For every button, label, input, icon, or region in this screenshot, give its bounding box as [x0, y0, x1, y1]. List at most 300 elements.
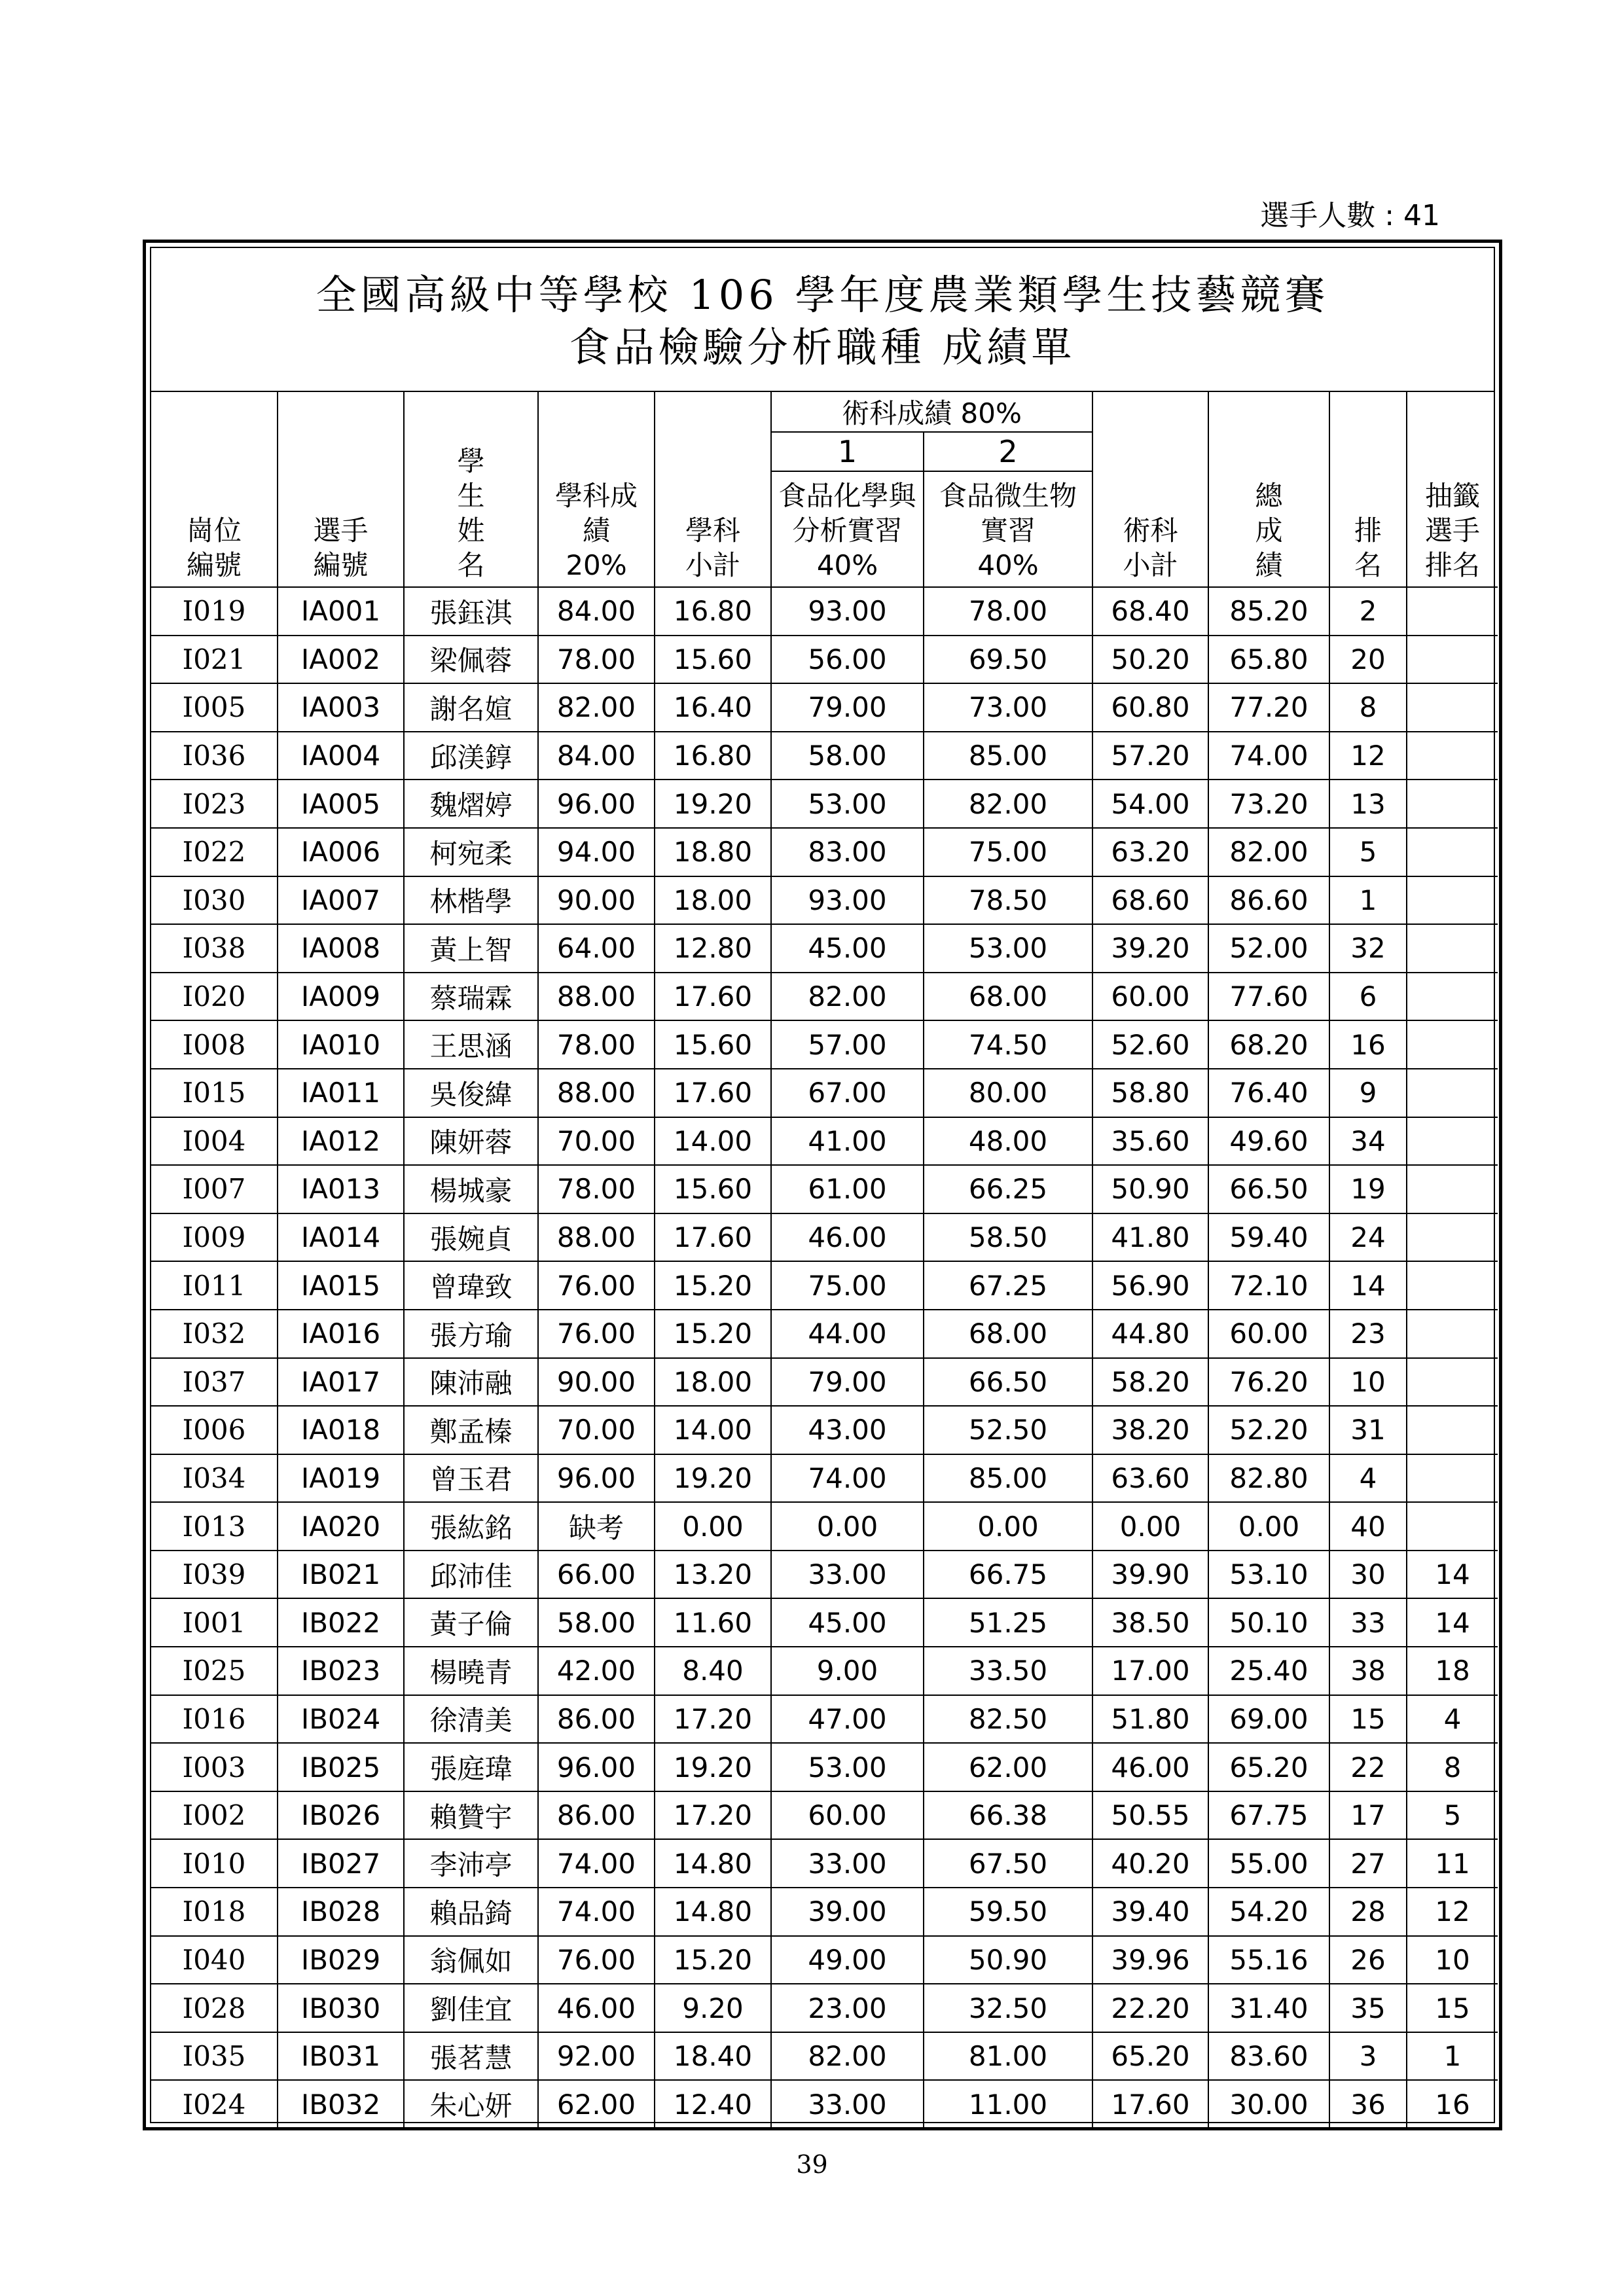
player-no-cell: IA006 — [278, 828, 404, 876]
draw-rank-cell: 18 — [1407, 1647, 1498, 1695]
name-cell: 張鈺淇 — [404, 587, 538, 636]
practical-1-cell: 39.00 — [771, 1888, 924, 1936]
rank-cell: 24 — [1329, 1213, 1407, 1262]
total-cell: 30.00 — [1208, 2080, 1329, 2128]
practical-subtotal-cell: 54.00 — [1092, 780, 1208, 828]
player-no-cell: IB025 — [278, 1743, 404, 1791]
theory-subtotal-cell: 18.00 — [655, 876, 771, 925]
theory-cell: 90.00 — [538, 876, 655, 925]
name-cell: 張紘銘 — [404, 1502, 538, 1551]
practical-subtotal-cell: 39.96 — [1092, 1936, 1208, 1984]
position-no-cell: I032 — [151, 1310, 278, 1358]
practical-subtotal-cell: 68.40 — [1092, 587, 1208, 636]
theory-subtotal-cell: 18.40 — [655, 2032, 771, 2081]
table-row — [151, 828, 1498, 876]
position-no-cell: I015 — [151, 1069, 278, 1117]
rank-cell: 23 — [1329, 1310, 1407, 1358]
position-no-cell: I021 — [151, 636, 278, 684]
practical-2-cell: 85.00 — [924, 1454, 1092, 1503]
practical-2-cell: 82.50 — [924, 1695, 1092, 1744]
total-cell: 74.00 — [1208, 732, 1329, 780]
header-theory-subtotal: 學科 小計 — [655, 392, 771, 587]
practical-2-cell: 32.50 — [924, 1984, 1092, 2032]
total-cell: 59.40 — [1208, 1213, 1329, 1262]
practical-1-cell: 43.00 — [771, 1406, 924, 1454]
practical-1-cell: 82.00 — [771, 2032, 924, 2081]
draw-rank-cell: 12 — [1407, 1888, 1498, 1936]
practical-2-cell: 59.50 — [924, 1888, 1092, 1936]
player-no-cell: IB028 — [278, 1888, 404, 1936]
theory-subtotal-cell: 18.00 — [655, 1358, 771, 1407]
rank-cell: 19 — [1329, 1165, 1407, 1213]
practical-2-cell: 67.50 — [924, 1839, 1092, 1888]
rank-cell: 26 — [1329, 1936, 1407, 1984]
theory-subtotal-cell: 15.20 — [655, 1261, 771, 1310]
theory-subtotal-cell: 17.60 — [655, 1213, 771, 1262]
total-cell: 55.16 — [1208, 1936, 1329, 1984]
draw-rank-cell — [1407, 732, 1498, 780]
table-row — [151, 1406, 1498, 1454]
name-cell: 張方瑜 — [404, 1310, 538, 1358]
practical-1-cell: 93.00 — [771, 587, 924, 636]
table-row — [151, 1551, 1498, 1599]
name-cell: 張婉貞 — [404, 1213, 538, 1262]
practical-2-cell: 62.00 — [924, 1743, 1092, 1791]
draw-rank-cell — [1407, 1502, 1498, 1551]
theory-subtotal-cell: 13.20 — [655, 1551, 771, 1599]
name-cell: 朱心妍 — [404, 2080, 538, 2128]
practical-2-cell: 67.25 — [924, 1261, 1092, 1310]
position-no-cell: I003 — [151, 1743, 278, 1791]
theory-subtotal-cell: 8.40 — [655, 1647, 771, 1695]
position-no-cell: I001 — [151, 1598, 278, 1647]
theory-subtotal-cell: 15.60 — [655, 636, 771, 684]
theory-cell: 78.00 — [538, 636, 655, 684]
practical-1-cell: 0.00 — [771, 1502, 924, 1551]
theory-cell: 88.00 — [538, 1069, 655, 1117]
total-cell: 83.60 — [1208, 2032, 1329, 2081]
draw-rank-cell — [1407, 1069, 1498, 1117]
draw-rank-cell: 14 — [1407, 1551, 1498, 1599]
rank-cell: 33 — [1329, 1598, 1407, 1647]
player-no-cell: IA010 — [278, 1020, 404, 1069]
total-cell: 69.00 — [1208, 1695, 1329, 1744]
practical-1-cell: 57.00 — [771, 1020, 924, 1069]
player-no-cell: IA009 — [278, 973, 404, 1021]
table-row — [151, 2032, 1498, 2081]
total-cell: 76.40 — [1208, 1069, 1329, 1117]
practical-subtotal-cell: 51.80 — [1092, 1695, 1208, 1744]
position-no-cell: I040 — [151, 1936, 278, 1984]
rank-cell: 13 — [1329, 780, 1407, 828]
rank-cell: 30 — [1329, 1551, 1407, 1599]
title-line-1: 全國高級中等學校 106 學年度農業類學生技藝競賽 — [316, 271, 1329, 319]
player-no-cell: IA005 — [278, 780, 404, 828]
rank-cell: 14 — [1329, 1261, 1407, 1310]
practical-2-cell: 78.00 — [924, 587, 1092, 636]
total-cell: 82.80 — [1208, 1454, 1329, 1503]
position-no-cell: I002 — [151, 1791, 278, 1840]
name-cell: 魏熠婷 — [404, 780, 538, 828]
total-cell: 55.00 — [1208, 1839, 1329, 1888]
practical-subtotal-cell: 0.00 — [1092, 1502, 1208, 1551]
player-no-cell: IA002 — [278, 636, 404, 684]
table-row — [151, 1358, 1498, 1407]
position-no-cell: I037 — [151, 1358, 278, 1407]
position-no-cell: I016 — [151, 1695, 278, 1744]
draw-rank-cell — [1407, 636, 1498, 684]
theory-cell: 82.00 — [538, 683, 655, 732]
practical-2-cell: 66.75 — [924, 1551, 1092, 1599]
theory-subtotal-cell: 0.00 — [655, 1502, 771, 1551]
total-cell: 68.20 — [1208, 1020, 1329, 1069]
theory-cell: 46.00 — [538, 1984, 655, 2032]
table-row — [151, 1069, 1498, 1117]
theory-subtotal-cell: 14.80 — [655, 1839, 771, 1888]
table-body — [151, 587, 1498, 2128]
total-cell: 72.10 — [1208, 1261, 1329, 1310]
title-block — [151, 248, 1494, 392]
table-row — [151, 1020, 1498, 1069]
theory-subtotal-cell: 15.20 — [655, 1310, 771, 1358]
practical-subtotal-cell: 63.20 — [1092, 828, 1208, 876]
theory-cell: 64.00 — [538, 924, 655, 973]
header-practical-group: 術科成績 80% — [771, 392, 1092, 432]
header-theory: 學科成 績 20% — [538, 392, 655, 587]
position-no-cell: I036 — [151, 732, 278, 780]
theory-cell: 74.00 — [538, 1839, 655, 1888]
table-row — [151, 1454, 1498, 1503]
participant-count: 選手人數 : 41 — [1260, 199, 1440, 232]
theory-subtotal-cell: 16.40 — [655, 683, 771, 732]
practical-subtotal-cell: 63.60 — [1092, 1454, 1208, 1503]
theory-subtotal-cell: 12.80 — [655, 924, 771, 973]
practical-2-cell: 33.50 — [924, 1647, 1092, 1695]
theory-subtotal-cell: 18.80 — [655, 828, 771, 876]
player-no-cell: IA020 — [278, 1502, 404, 1551]
draw-rank-cell: 5 — [1407, 1791, 1498, 1840]
position-no-cell: I005 — [151, 683, 278, 732]
header-practical-1: 食品化學與 分析實習 40% — [771, 471, 924, 587]
practical-2-cell: 80.00 — [924, 1069, 1092, 1117]
position-no-cell: I035 — [151, 2032, 278, 2081]
name-cell: 蔡瑞霖 — [404, 973, 538, 1021]
practical-2-cell: 50.90 — [924, 1936, 1092, 1984]
theory-subtotal-cell: 14.00 — [655, 1117, 771, 1166]
name-cell: 吳俊緯 — [404, 1069, 538, 1117]
practical-1-cell: 33.00 — [771, 2080, 924, 2128]
practical-2-cell: 85.00 — [924, 732, 1092, 780]
practical-subtotal-cell: 56.90 — [1092, 1261, 1208, 1310]
practical-1-cell: 53.00 — [771, 1743, 924, 1791]
table-row — [151, 973, 1498, 1021]
table-row — [151, 1310, 1498, 1358]
theory-cell: 78.00 — [538, 1020, 655, 1069]
theory-cell: 76.00 — [538, 1261, 655, 1310]
player-no-cell: IA016 — [278, 1310, 404, 1358]
practical-2-cell: 66.50 — [924, 1358, 1092, 1407]
theory-cell: 90.00 — [538, 1358, 655, 1407]
theory-cell: 86.00 — [538, 1791, 655, 1840]
draw-rank-cell — [1407, 924, 1498, 973]
name-cell: 陳沛融 — [404, 1358, 538, 1407]
player-no-cell: IA018 — [278, 1406, 404, 1454]
practical-2-cell: 74.50 — [924, 1020, 1092, 1069]
position-no-cell: I030 — [151, 876, 278, 925]
name-cell: 劉佳宜 — [404, 1984, 538, 2032]
total-cell: 67.75 — [1208, 1791, 1329, 1840]
practical-2-cell: 73.00 — [924, 683, 1092, 732]
name-cell: 賴品錡 — [404, 1888, 538, 1936]
name-cell: 林楷學 — [404, 876, 538, 925]
practical-2-cell: 78.50 — [924, 876, 1092, 925]
theory-subtotal-cell: 17.20 — [655, 1695, 771, 1744]
position-no-cell: I034 — [151, 1454, 278, 1503]
practical-2-cell: 81.00 — [924, 2032, 1092, 2081]
total-cell: 53.10 — [1208, 1551, 1329, 1599]
theory-cell: 92.00 — [538, 2032, 655, 2081]
player-no-cell: IA001 — [278, 587, 404, 636]
practical-1-cell: 23.00 — [771, 1984, 924, 2032]
rank-cell: 9 — [1329, 1069, 1407, 1117]
practical-2-cell: 66.25 — [924, 1165, 1092, 1213]
theory-subtotal-cell: 16.80 — [655, 732, 771, 780]
theory-cell: 86.00 — [538, 1695, 655, 1744]
theory-cell: 70.00 — [538, 1117, 655, 1166]
draw-rank-cell — [1407, 683, 1498, 732]
total-cell: 77.20 — [1208, 683, 1329, 732]
theory-subtotal-cell: 14.00 — [655, 1406, 771, 1454]
table-row — [151, 1598, 1498, 1647]
theory-subtotal-cell: 14.80 — [655, 1888, 771, 1936]
name-cell: 楊曉青 — [404, 1647, 538, 1695]
rank-cell: 2 — [1329, 587, 1407, 636]
player-no-cell: IA007 — [278, 876, 404, 925]
table-row — [151, 1502, 1498, 1551]
total-cell: 86.60 — [1208, 876, 1329, 925]
practical-1-cell: 82.00 — [771, 973, 924, 1021]
rank-cell: 27 — [1329, 1839, 1407, 1888]
practical-1-cell: 9.00 — [771, 1647, 924, 1695]
player-no-cell: IB021 — [278, 1551, 404, 1599]
practical-1-cell: 83.00 — [771, 828, 924, 876]
practical-subtotal-cell: 52.60 — [1092, 1020, 1208, 1069]
practical-subtotal-cell: 17.60 — [1092, 2080, 1208, 2128]
practical-subtotal-cell: 60.80 — [1092, 683, 1208, 732]
draw-rank-cell — [1407, 1358, 1498, 1407]
practical-1-cell: 45.00 — [771, 1598, 924, 1647]
theory-cell: 78.00 — [538, 1165, 655, 1213]
draw-rank-cell — [1407, 1261, 1498, 1310]
name-cell: 梁佩蓉 — [404, 636, 538, 684]
theory-cell: 66.00 — [538, 1551, 655, 1599]
practical-2-cell: 66.38 — [924, 1791, 1092, 1840]
rank-cell: 5 — [1329, 828, 1407, 876]
practical-2-cell: 51.25 — [924, 1598, 1092, 1647]
practical-subtotal-cell: 68.60 — [1092, 876, 1208, 925]
draw-rank-cell — [1407, 1454, 1498, 1503]
header-practical-subtotal: 術科 小計 — [1092, 392, 1208, 587]
theory-cell: 缺考 — [538, 1502, 655, 1551]
table-row — [151, 2080, 1498, 2128]
name-cell: 張庭瑋 — [404, 1743, 538, 1791]
theory-cell: 96.00 — [538, 1743, 655, 1791]
table-row — [151, 1936, 1498, 1984]
rank-cell: 36 — [1329, 2080, 1407, 2128]
name-cell: 邱渼錞 — [404, 732, 538, 780]
position-no-cell: I018 — [151, 1888, 278, 1936]
practical-subtotal-cell: 35.60 — [1092, 1117, 1208, 1166]
header-practical-2-no: 2 — [924, 432, 1092, 471]
position-no-cell: I039 — [151, 1551, 278, 1599]
theory-cell: 62.00 — [538, 2080, 655, 2128]
table-row — [151, 1213, 1498, 1262]
table-row — [151, 1695, 1498, 1744]
practical-1-cell: 49.00 — [771, 1936, 924, 1984]
total-cell: 77.60 — [1208, 973, 1329, 1021]
header-position-no: 崗位 編號 — [151, 392, 278, 587]
rank-cell: 38 — [1329, 1647, 1407, 1695]
theory-cell: 96.00 — [538, 780, 655, 828]
player-no-cell: IB023 — [278, 1647, 404, 1695]
practical-subtotal-cell: 50.90 — [1092, 1165, 1208, 1213]
position-no-cell: I007 — [151, 1165, 278, 1213]
player-no-cell: IB022 — [278, 1598, 404, 1647]
header-player-no: 選手 編號 — [278, 392, 404, 587]
table-row — [151, 876, 1498, 925]
player-no-cell: IB030 — [278, 1984, 404, 2032]
practical-2-cell: 0.00 — [924, 1502, 1092, 1551]
practical-2-cell: 68.00 — [924, 1310, 1092, 1358]
rank-cell: 32 — [1329, 924, 1407, 973]
practical-2-cell: 52.50 — [924, 1406, 1092, 1454]
player-no-cell: IB024 — [278, 1695, 404, 1744]
practical-1-cell: 67.00 — [771, 1069, 924, 1117]
total-cell: 85.20 — [1208, 587, 1329, 636]
draw-rank-cell — [1407, 1020, 1498, 1069]
player-no-cell: IA004 — [278, 732, 404, 780]
rank-cell: 22 — [1329, 1743, 1407, 1791]
total-cell: 65.20 — [1208, 1743, 1329, 1791]
practical-1-cell: 47.00 — [771, 1695, 924, 1744]
player-no-cell: IB032 — [278, 2080, 404, 2128]
theory-cell: 74.00 — [538, 1888, 655, 1936]
position-no-cell: I028 — [151, 1984, 278, 2032]
position-no-cell: I038 — [151, 924, 278, 973]
practical-2-cell: 82.00 — [924, 780, 1092, 828]
practical-1-cell: 56.00 — [771, 636, 924, 684]
theory-cell: 70.00 — [538, 1406, 655, 1454]
total-cell: 73.20 — [1208, 780, 1329, 828]
theory-cell: 84.00 — [538, 732, 655, 780]
practical-subtotal-cell: 39.20 — [1092, 924, 1208, 973]
table-row — [151, 1984, 1498, 2032]
draw-rank-cell — [1407, 1310, 1498, 1358]
total-cell: 82.00 — [1208, 828, 1329, 876]
score-sheet-inner — [150, 247, 1495, 2123]
player-no-cell: IA014 — [278, 1213, 404, 1262]
total-cell: 65.80 — [1208, 636, 1329, 684]
name-cell: 曾瑋致 — [404, 1261, 538, 1310]
practical-1-cell: 93.00 — [771, 876, 924, 925]
draw-rank-cell: 10 — [1407, 1936, 1498, 1984]
rank-cell: 1 — [1329, 876, 1407, 925]
practical-subtotal-cell: 17.00 — [1092, 1647, 1208, 1695]
header-practical-2: 食品微生物 實習 40% — [924, 471, 1092, 587]
practical-subtotal-cell: 38.50 — [1092, 1598, 1208, 1647]
total-cell: 49.60 — [1208, 1117, 1329, 1166]
header-practical-1-no: 1 — [771, 432, 924, 471]
draw-rank-cell: 14 — [1407, 1598, 1498, 1647]
rank-cell: 3 — [1329, 2032, 1407, 2081]
draw-rank-cell: 15 — [1407, 1984, 1498, 2032]
player-no-cell: IA017 — [278, 1358, 404, 1407]
table-row — [151, 1261, 1498, 1310]
table-header — [151, 392, 1498, 587]
player-no-cell: IA012 — [278, 1117, 404, 1166]
practical-1-cell: 45.00 — [771, 924, 924, 973]
theory-cell: 42.00 — [538, 1647, 655, 1695]
player-no-cell: IA015 — [278, 1261, 404, 1310]
practical-1-cell: 61.00 — [771, 1165, 924, 1213]
draw-rank-cell — [1407, 1406, 1498, 1454]
theory-cell: 58.00 — [538, 1598, 655, 1647]
practical-1-cell: 75.00 — [771, 1261, 924, 1310]
position-no-cell: I010 — [151, 1839, 278, 1888]
draw-rank-cell: 11 — [1407, 1839, 1498, 1888]
theory-subtotal-cell: 15.20 — [655, 1936, 771, 1984]
draw-rank-cell — [1407, 1165, 1498, 1213]
table-row — [151, 1647, 1498, 1695]
table-row — [151, 924, 1498, 973]
practical-subtotal-cell: 39.40 — [1092, 1888, 1208, 1936]
total-cell: 76.20 — [1208, 1358, 1329, 1407]
practical-subtotal-cell: 50.20 — [1092, 636, 1208, 684]
theory-cell: 88.00 — [538, 973, 655, 1021]
position-no-cell: I011 — [151, 1261, 278, 1310]
practical-1-cell: 33.00 — [771, 1839, 924, 1888]
name-cell: 楊城豪 — [404, 1165, 538, 1213]
name-cell: 鄭孟榛 — [404, 1406, 538, 1454]
practical-1-cell: 79.00 — [771, 1358, 924, 1407]
practical-subtotal-cell: 40.20 — [1092, 1839, 1208, 1888]
player-no-cell: IB026 — [278, 1791, 404, 1840]
player-no-cell: IB027 — [278, 1839, 404, 1888]
player-no-cell: IB031 — [278, 2032, 404, 2081]
header-name: 學 生 姓 名 — [404, 392, 538, 587]
position-no-cell: I004 — [151, 1117, 278, 1166]
name-cell: 黃子倫 — [404, 1598, 538, 1647]
draw-rank-cell — [1407, 587, 1498, 636]
name-cell: 賴贊宇 — [404, 1791, 538, 1840]
table-row — [151, 1839, 1498, 1888]
title-line-2: 食品檢驗分析職種 成績單 — [569, 323, 1076, 371]
table-row — [151, 587, 1498, 636]
practical-subtotal-cell: 44.80 — [1092, 1310, 1208, 1358]
position-no-cell: I022 — [151, 828, 278, 876]
total-cell: 31.40 — [1208, 1984, 1329, 2032]
table-row — [151, 1791, 1498, 1840]
position-no-cell: I013 — [151, 1502, 278, 1551]
name-cell: 柯宛柔 — [404, 828, 538, 876]
player-no-cell: IA003 — [278, 683, 404, 732]
table-row — [151, 780, 1498, 828]
total-cell: 52.20 — [1208, 1406, 1329, 1454]
name-cell: 謝名媗 — [404, 683, 538, 732]
theory-subtotal-cell: 17.60 — [655, 973, 771, 1021]
practical-2-cell: 53.00 — [924, 924, 1092, 973]
practical-1-cell: 41.00 — [771, 1117, 924, 1166]
